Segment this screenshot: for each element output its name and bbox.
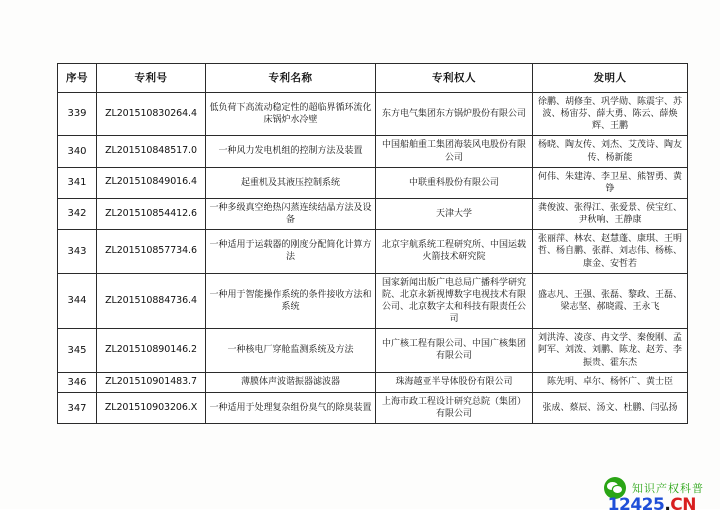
cell-index: 345	[58, 329, 97, 372]
header-patent-number: 专利号	[97, 64, 206, 93]
cell-index: 347	[58, 393, 97, 424]
cell-patent-owner: 东方电气集团东方锅炉股份有限公司	[376, 93, 533, 136]
cell-patent-owner: 国家新闻出版广电总局广播科学研究院、北京永新视博数字电视技术有限公司、北京数字太和科技有限责任公司	[376, 273, 533, 329]
table-row	[58, 393, 688, 424]
table-row	[58, 167, 688, 198]
cell-patent-owner: 北京宇航系统工程研究所、中国运载火箭技术研究院	[376, 230, 533, 273]
table-body	[58, 93, 688, 424]
cell-index: 346	[58, 372, 97, 393]
cell-patent-number: ZL201510890146.2	[97, 329, 206, 372]
wechat-badge-label: 知识产权科普	[632, 482, 704, 495]
cell-inventor: 何伟、朱建涛、李卫星、熊智勇、黄铮	[533, 167, 688, 198]
cell-inventor: 杨晓、陶友传、刘杰、艾茂诗、陶友传、杨新能	[533, 136, 688, 167]
cell-patent-name: 一种多级真空绝热闪蒸连续结晶方法及设备	[206, 198, 376, 229]
cell-patent-number: ZL201510830264.4	[97, 93, 206, 136]
cell-index: 340	[58, 136, 97, 167]
patent-table	[57, 63, 688, 424]
header-inventor: 发明人	[533, 64, 688, 93]
cell-inventor: 张丽萍、林农、赵慧蓬、康琪、王明哲、杨自鹏、张群、刘志伟、杨栋、康金、安哲若	[533, 230, 688, 273]
cell-patent-name: 薄膜体声波谐振器滤波器	[206, 372, 376, 393]
header-patent-name: 专利名称	[206, 64, 376, 93]
cell-inventor: 陈先明、卓尔、杨怀广、黄士臣	[533, 372, 688, 393]
cell-inventor: 徐鹏、胡修奎、巩学勋、陈震宇、苏波、杨宙芬、薛大勇、陈云、薛焕辉、王鹏	[533, 93, 688, 136]
cell-patent-number: ZL201510903206.X	[97, 393, 206, 424]
cell-patent-name: 一种核电厂穿舱监测系统及方法	[206, 329, 376, 372]
cell-patent-number: ZL201510849016.4	[97, 167, 206, 198]
cell-patent-owner: 上海市政工程设计研究总院（集团）有限公司	[376, 393, 533, 424]
table-row	[58, 273, 688, 329]
table-header	[58, 64, 688, 93]
cell-patent-name: 一种用于智能操作系统的条件接收方法和系统	[206, 273, 376, 329]
cell-patent-owner: 天津大学	[376, 198, 533, 229]
cell-index: 344	[58, 273, 97, 329]
header-patent-owner: 专利权人	[376, 64, 533, 93]
cell-inventor: 龚俊波、张得江、张爱景、侯宝红、尹秋响、王静康	[533, 198, 688, 229]
cell-index: 341	[58, 167, 97, 198]
watermark-suffix: CN	[670, 495, 696, 515]
table-header-row	[58, 64, 688, 93]
watermark-number: 12425	[607, 495, 665, 515]
cell-patent-owner: 中联重科股份有限公司	[376, 167, 533, 198]
cell-patent-name: 一种风力发电机组的控制方法及装置	[206, 136, 376, 167]
cell-patent-name: 一种适用于运载器的刚度分配简化计算方法	[206, 230, 376, 273]
table-row	[58, 136, 688, 167]
table-row	[58, 372, 688, 393]
cell-patent-number: ZL201510901483.7	[97, 372, 206, 393]
cell-patent-number: ZL201510854412.6	[97, 198, 206, 229]
watermark-url	[608, 495, 696, 515]
watermark-dot: .	[664, 495, 671, 515]
cell-inventor: 张成、蔡辰、汤文、杜鹏、闫弘扬	[533, 393, 688, 424]
header-index: 序号	[58, 64, 97, 93]
table-row	[58, 329, 688, 372]
wechat-badge	[604, 477, 704, 515]
cell-patent-owner: 中国船舶重工集团海装风电股份有限公司	[376, 136, 533, 167]
cell-patent-name: 低负荷下高流动稳定性的超临界循环流化床锅炉水冷壁	[206, 93, 376, 136]
cell-index: 343	[58, 230, 97, 273]
table-row	[58, 93, 688, 136]
cell-index: 339	[58, 93, 97, 136]
cell-patent-number: ZL201510857734.6	[97, 230, 206, 273]
cell-patent-owner: 珠海越亚半导体股份有限公司	[376, 372, 533, 393]
cell-patent-name: 起重机及其液压控制系统	[206, 167, 376, 198]
patent-table-container	[57, 63, 682, 424]
cell-inventor: 刘洪涛、凌彦、冉文学、秦俊刚、孟阿军、刘泼、刘鹏、陈龙、赵芳、李振贵、霍东杰	[533, 329, 688, 372]
cell-patent-owner: 中广核工程有限公司、中国广核集团有限公司	[376, 329, 533, 372]
cell-index: 342	[58, 198, 97, 229]
cell-patent-number: ZL201510848517.0	[97, 136, 206, 167]
table-row	[58, 230, 688, 273]
cell-patent-number: ZL201510884736.4	[97, 273, 206, 329]
cell-inventor: 盛志凡、王强、张磊、黎政、王磊、梁志坚、郝晓霞、王永飞	[533, 273, 688, 329]
table-row	[58, 198, 688, 229]
cell-patent-name: 一种适用于处理复杂组份臭气的除臭装置	[206, 393, 376, 424]
